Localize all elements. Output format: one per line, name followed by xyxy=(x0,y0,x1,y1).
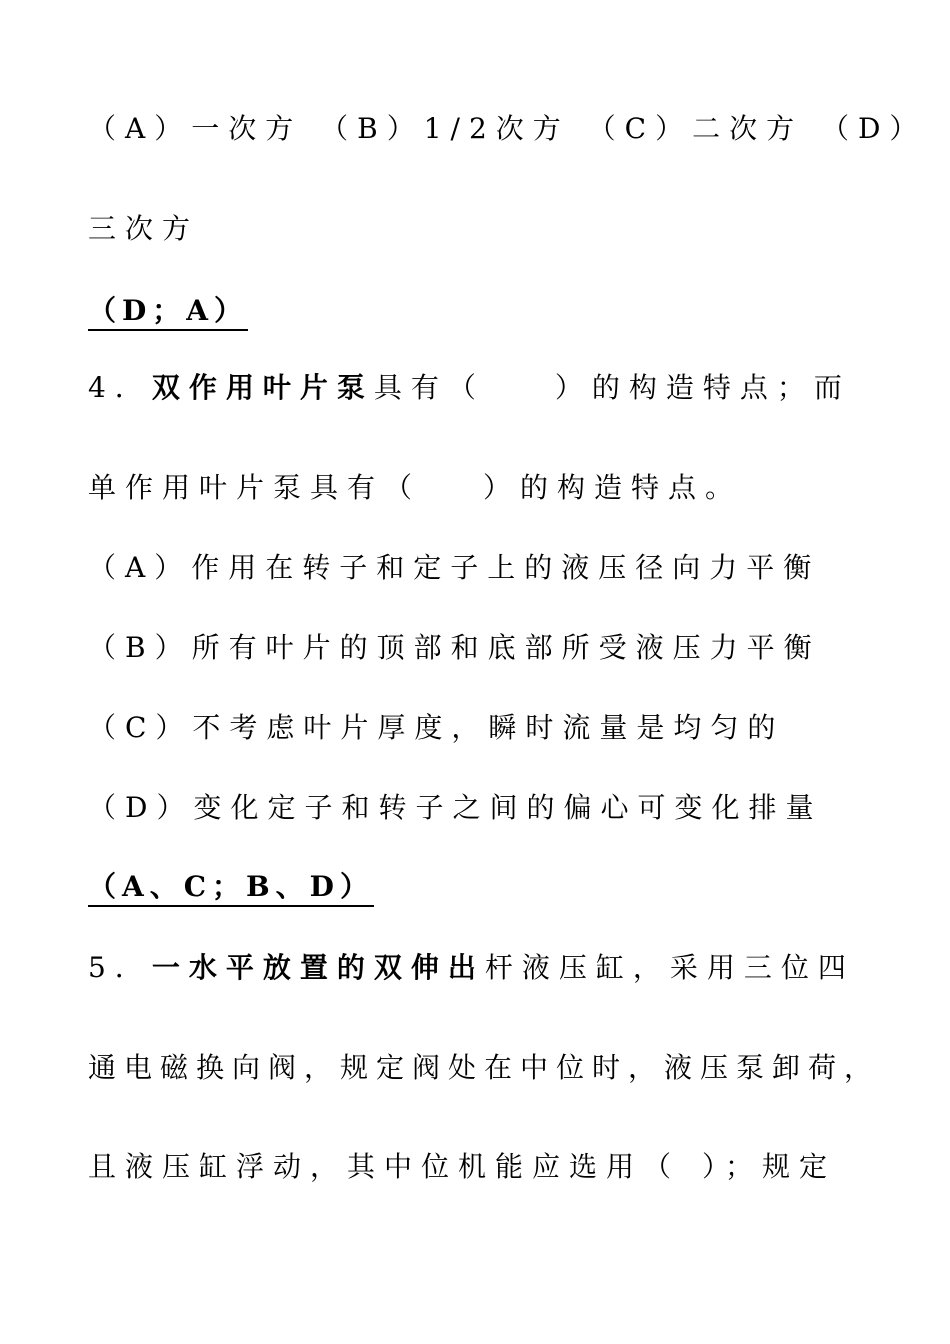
q5-stem-line-1 xyxy=(88,951,855,985)
q4-bold-term: 双作用叶片泵 xyxy=(151,371,374,404)
q4-option-d xyxy=(88,791,822,825)
q4-option-a-text: （A）作用在转子和定子上的液压径向力平衡 xyxy=(88,551,821,584)
q4-option-b xyxy=(88,631,821,665)
q4-option-c xyxy=(88,711,784,745)
q4-stem-line2-a: 单作用叶片泵具有（ xyxy=(88,471,422,504)
q4-number: 4． xyxy=(88,371,152,404)
q5-stem-line3-a: 且液压缸浮动，其中位机能应选用（ xyxy=(88,1150,681,1183)
q5-stem-rest: 杆液压缸，采用三位四 xyxy=(484,951,855,984)
q3-options-line xyxy=(88,112,926,146)
q3-answer-line xyxy=(88,294,248,328)
q3-answer: （D；A） xyxy=(88,294,248,331)
q4-stem-line-1 xyxy=(88,371,851,405)
q4-stem-part-a: 具有（ xyxy=(373,371,485,404)
q3-options-text-2: 三次方 xyxy=(88,212,200,245)
q5-stem-line2-text: 通电磁换向阀，规定阀处在中位时，液压泵卸荷， xyxy=(88,1051,881,1084)
q4-answer: （A、C；B、D） xyxy=(88,870,374,907)
q3-options-text: （A）一次方 （B）1/2次方 （C）二次方 （D） xyxy=(88,112,927,145)
q4-option-c-text: （C）不考虑叶片厚度，瞬时流量是均匀的 xyxy=(88,711,785,744)
q4-answer-line xyxy=(88,870,374,904)
q4-stem-part-b: ）的构造特点；而 xyxy=(554,371,851,404)
q5-stem-line-2 xyxy=(88,1051,880,1085)
q3-options-line-2 xyxy=(88,212,199,246)
q5-stem-line3-b: ）；规定 xyxy=(702,1150,837,1183)
q5-bold-term: 一水平放置的双伸出 xyxy=(151,951,485,984)
q5-stem-line-3 xyxy=(88,1150,836,1184)
q4-stem-line2-b: ）的构造特点。 xyxy=(483,471,743,504)
q5-number: 5． xyxy=(88,951,152,984)
q4-option-d-text: （D）变化定子和转子之间的偏心可变化排量 xyxy=(88,791,823,824)
q4-stem-line-2 xyxy=(88,471,742,505)
q4-option-a xyxy=(88,551,820,585)
q4-option-b-text: （B）所有叶片的顶部和底部所受液压力平衡 xyxy=(88,631,821,664)
